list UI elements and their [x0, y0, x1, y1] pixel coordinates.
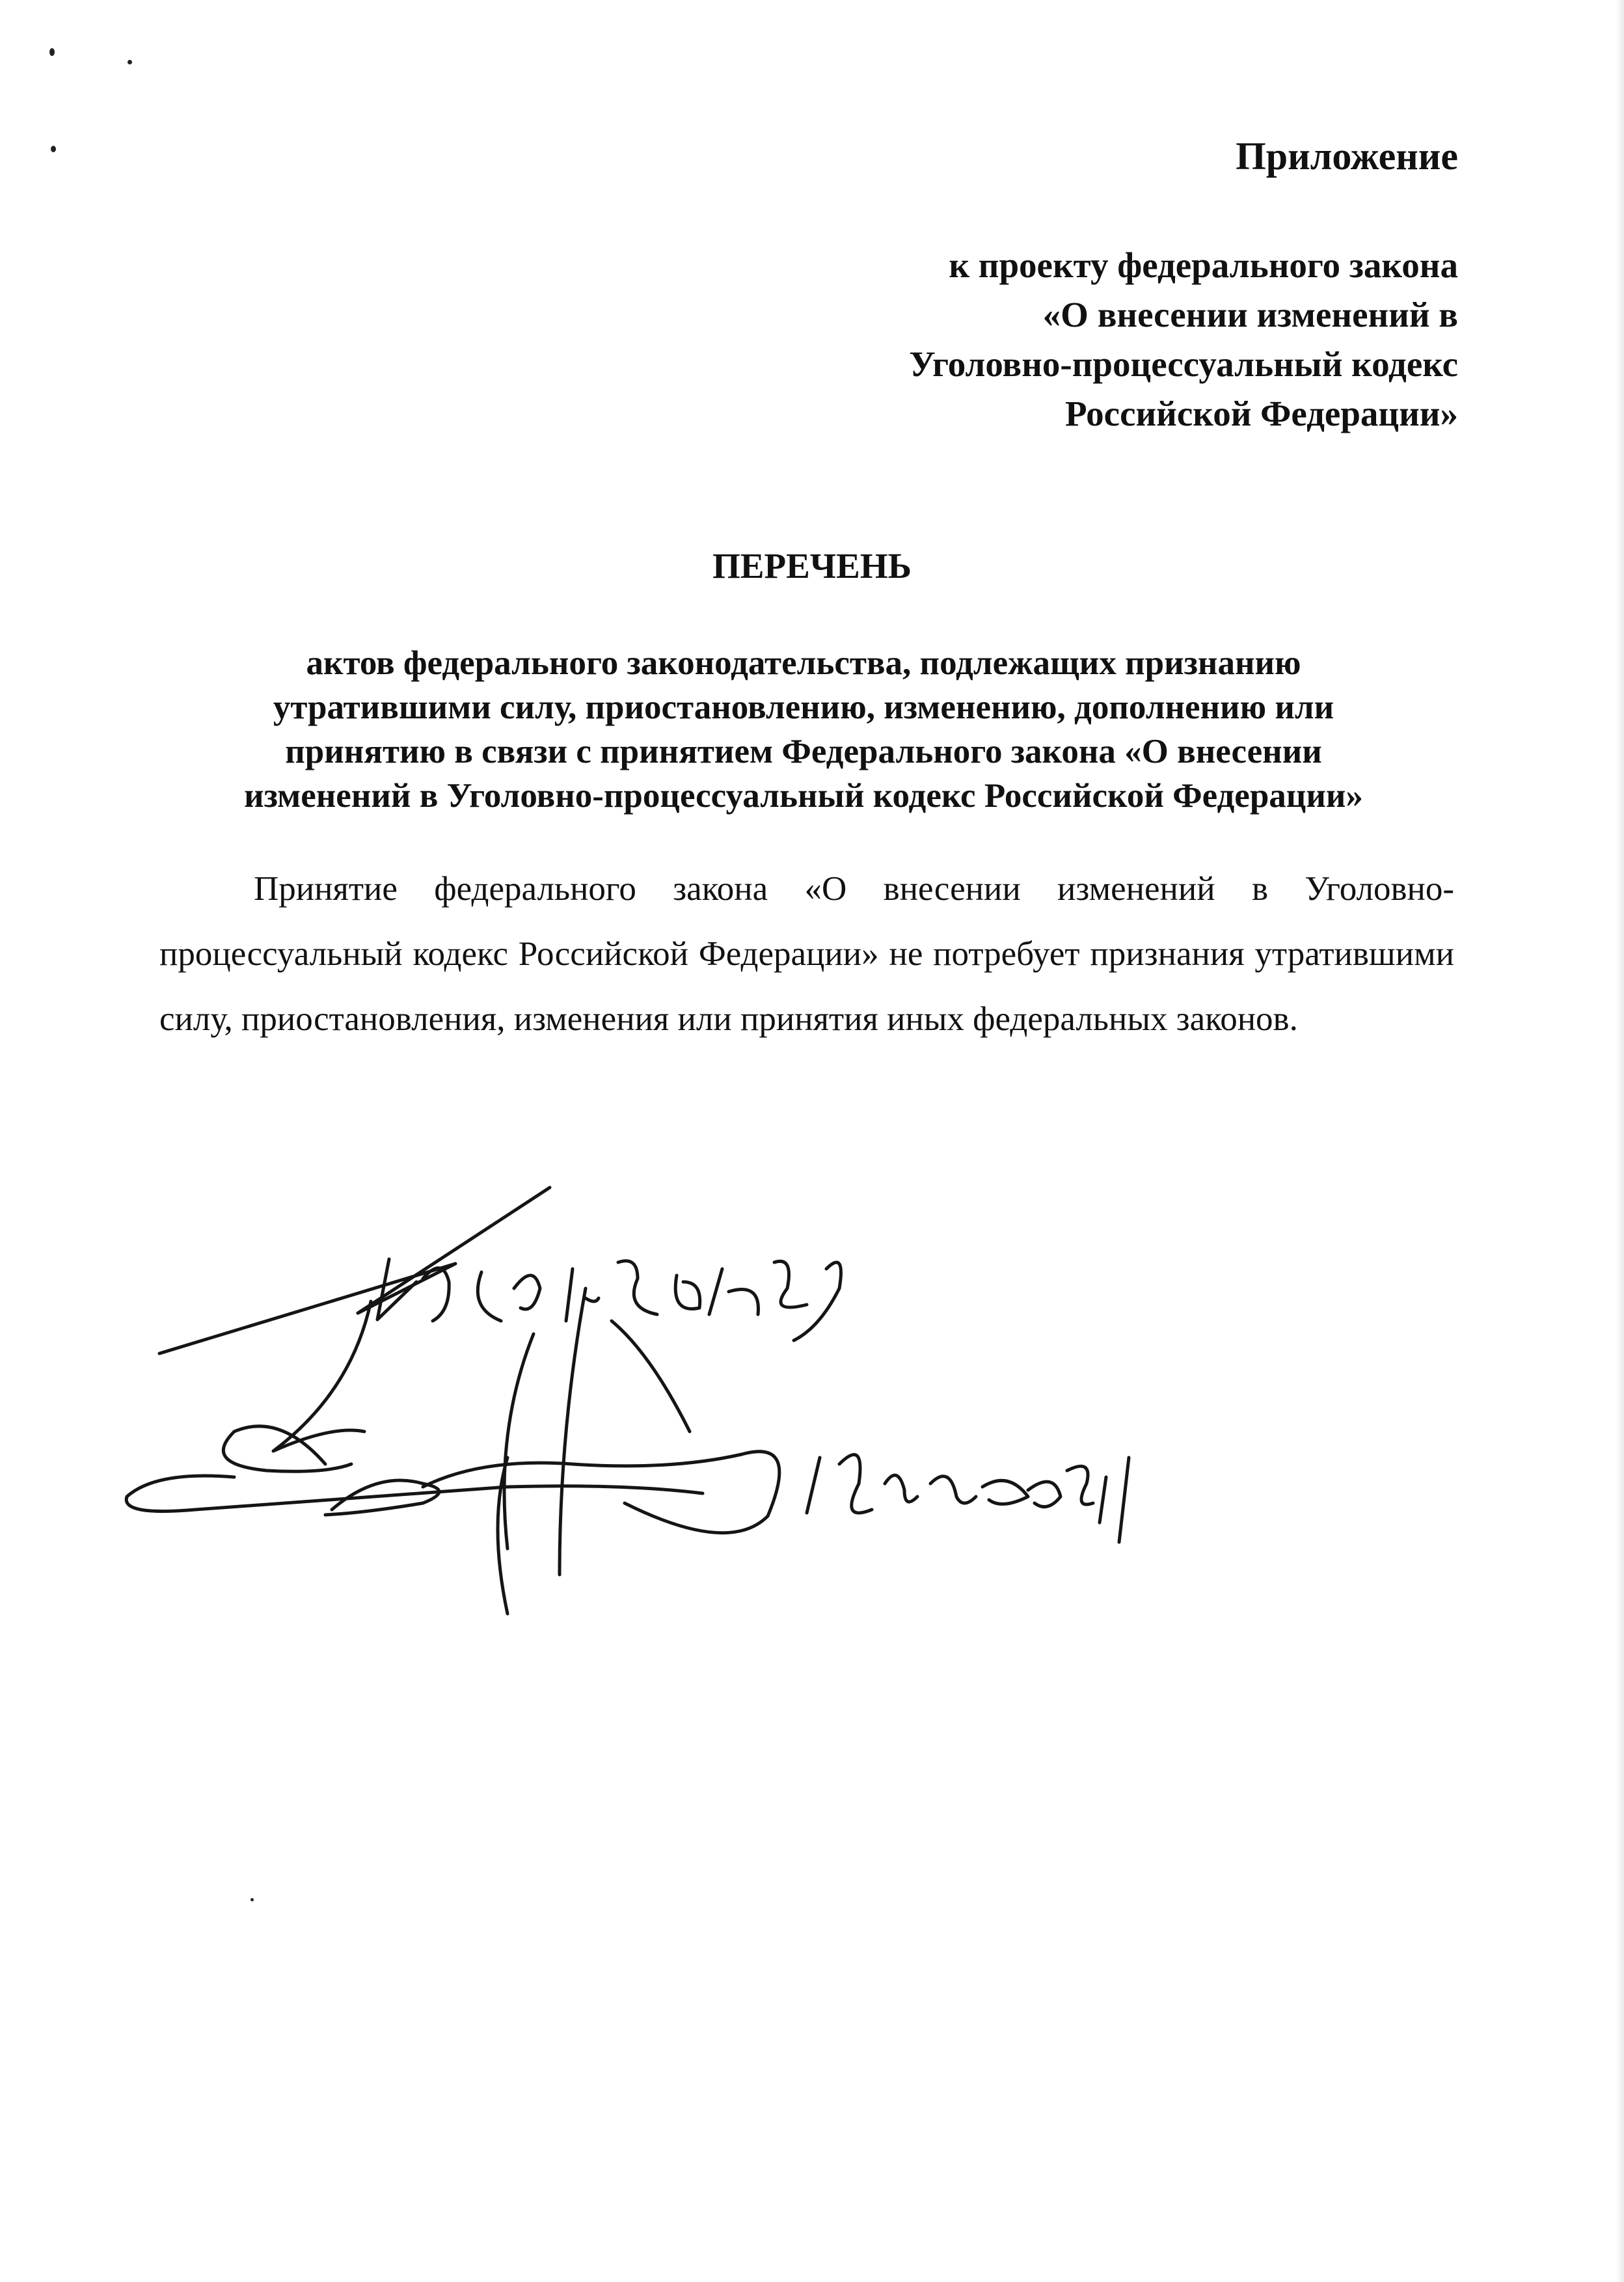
appendix-line: к проекту федерального закона — [949, 245, 1458, 285]
body-paragraph: Принятие федерального закона «О внесении изменений в Уголовно-процессуальный кодекс Российской Федерации» не потребует признания утратившими силу, приостановления, изменения или принятия иных федеральных законов. — [159, 870, 1454, 1038]
appendix-header — [909, 133, 1458, 439]
signature-drawing — [117, 1158, 1256, 1679]
appendix-line: «О внесении изменений в — [1042, 295, 1458, 334]
scan-artifact — [250, 1898, 254, 1901]
subtitle-line: принятию в связи с принятием Федерального закона «О внесении — [285, 733, 1322, 770]
document-subtitle — [156, 641, 1451, 818]
signature-2 — [126, 1426, 1129, 1614]
signature-1 — [159, 1188, 841, 1575]
appendix-line: Российской Федерации» — [1064, 394, 1458, 433]
subtitle-line: утратившими силу, приостановлению, изменению, дополнению или — [273, 688, 1334, 726]
appendix-line: Уголовно-процессуальный кодекс — [909, 344, 1458, 384]
scan-artifact — [51, 146, 56, 152]
scan-edge — [1616, 0, 1624, 2282]
document-title: ПЕРЕЧЕНЬ — [712, 546, 912, 586]
scan-artifact — [128, 60, 132, 64]
subtitle-line: изменений в Уголовно-процессуальный кодекс Российской Федерации» — [244, 777, 1363, 815]
subtitle-line: актов федерального законодательства, подлежащих признанию — [306, 644, 1301, 682]
appendix-title: Приложение — [1236, 135, 1458, 178]
scan-artifact — [49, 48, 55, 56]
signatures — [117, 1158, 1256, 1679]
